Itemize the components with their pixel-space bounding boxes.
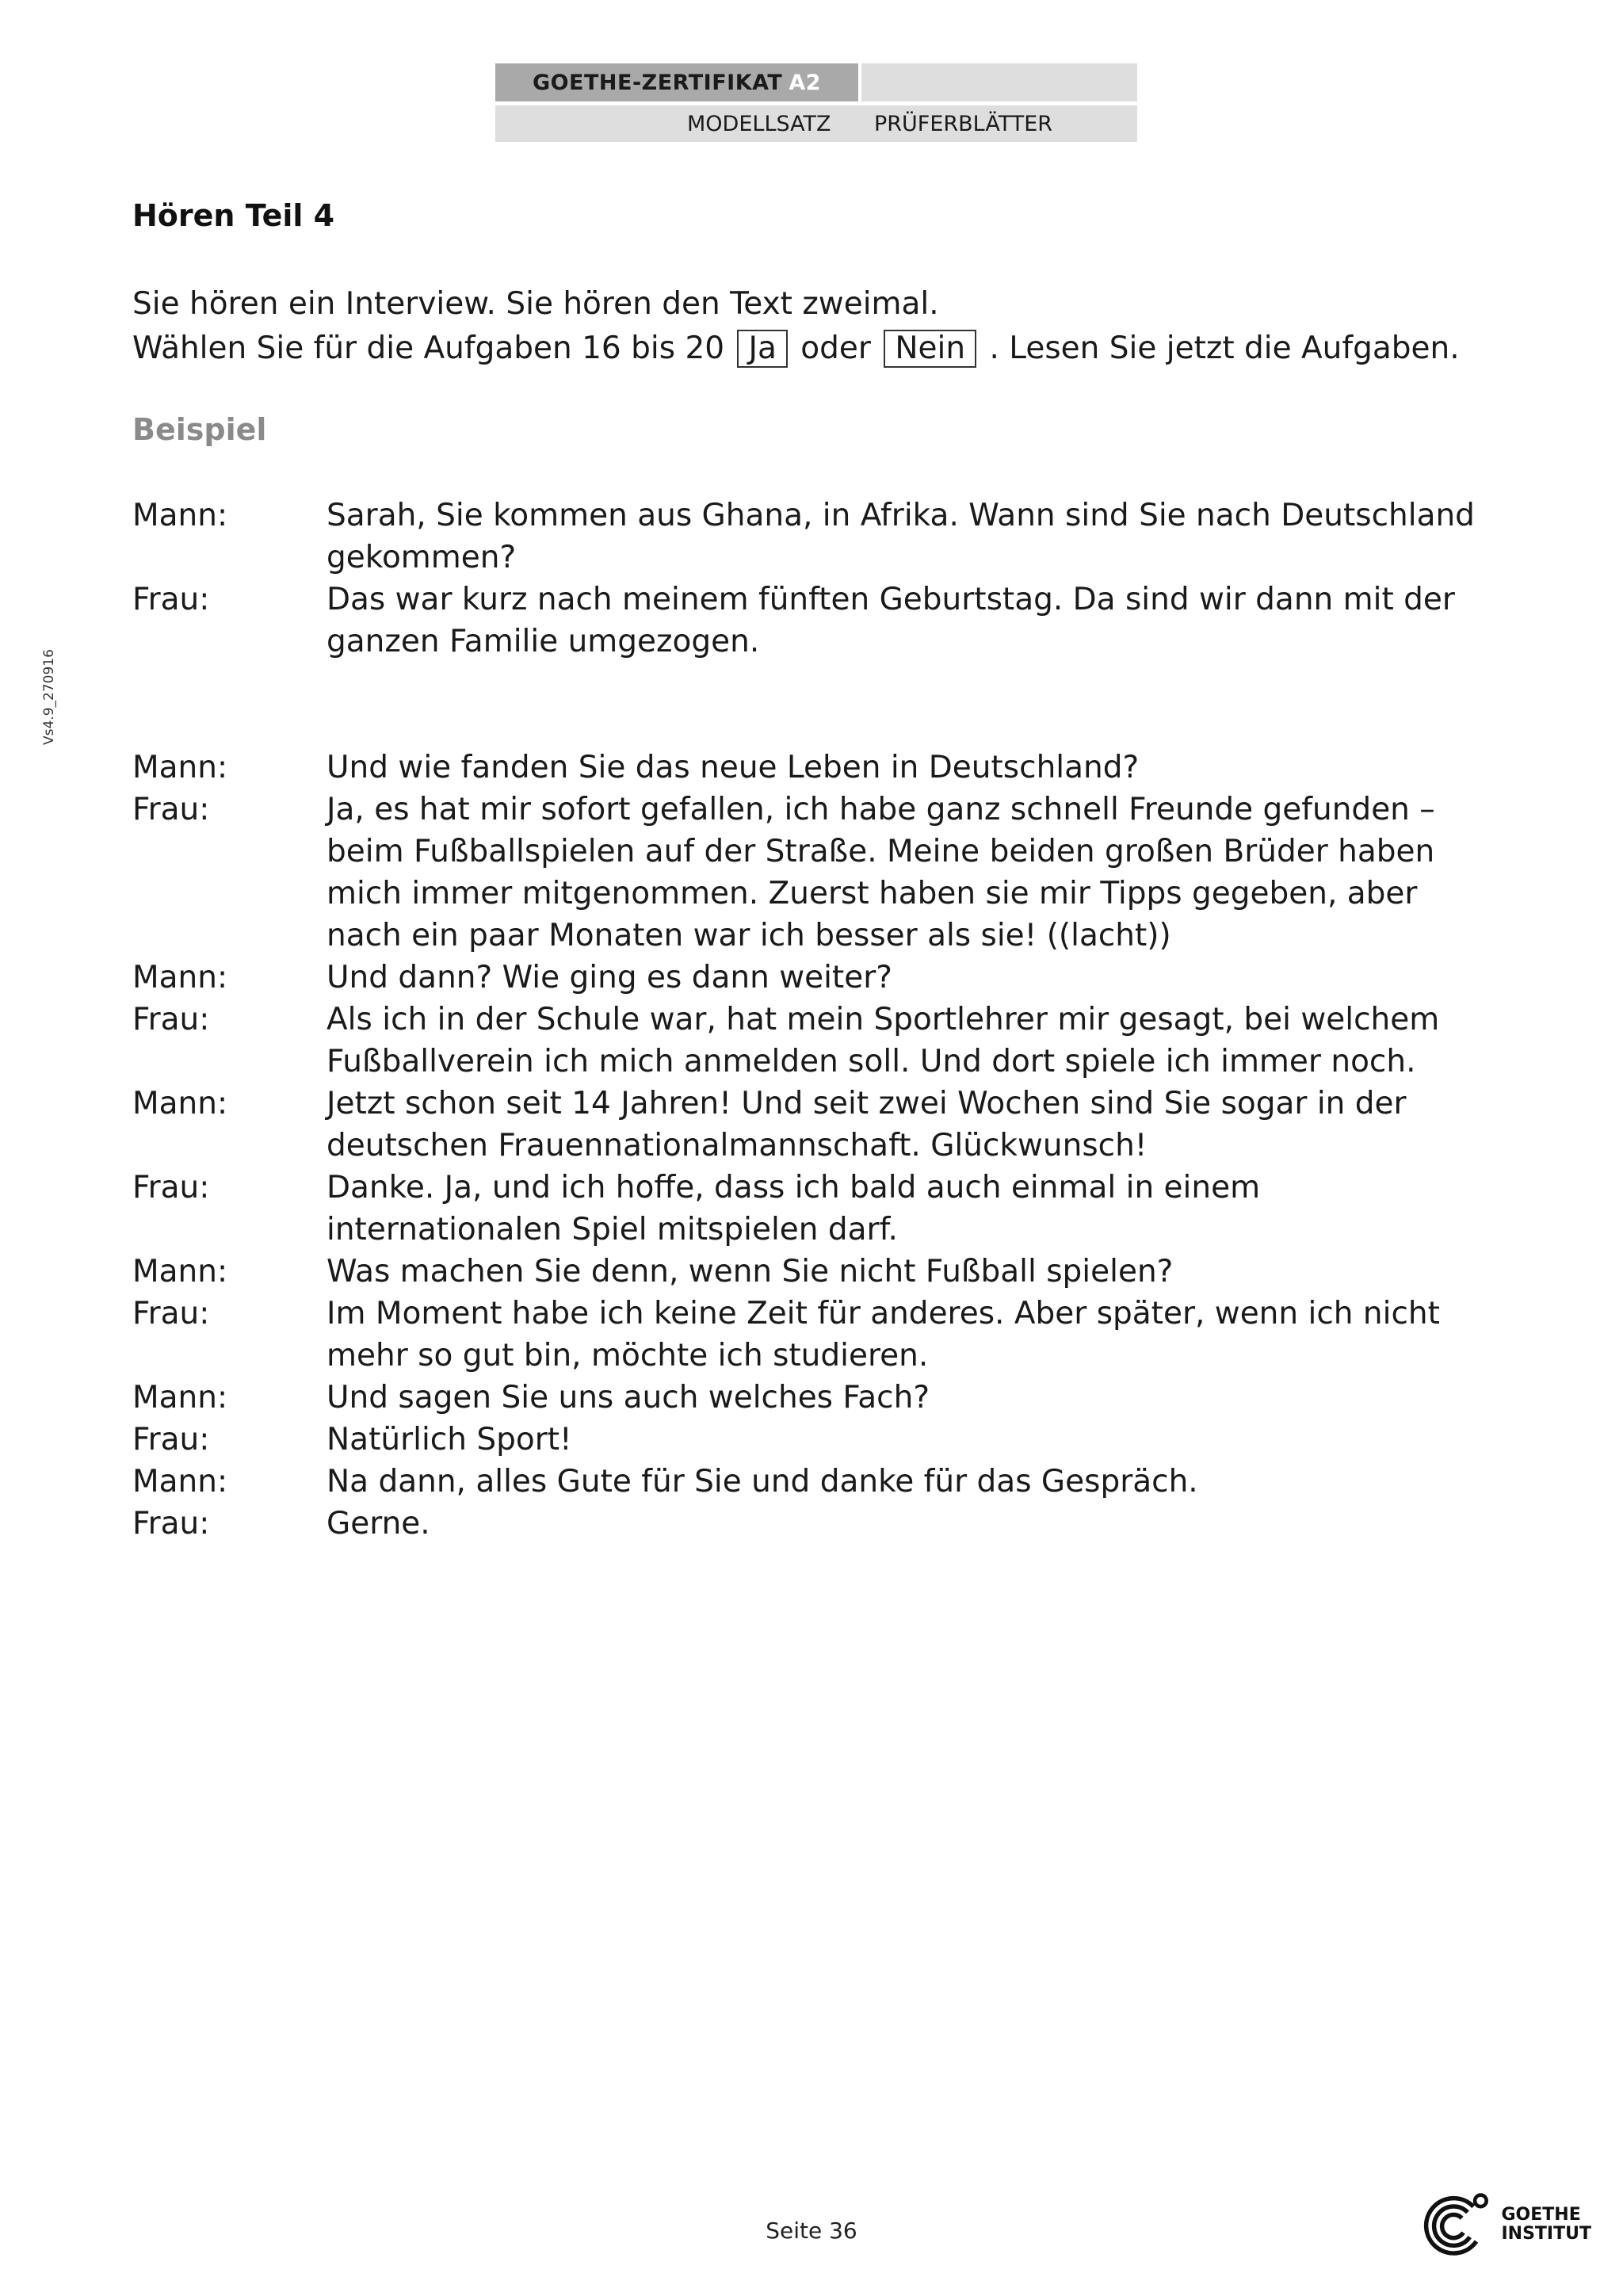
- utterance-text: Gerne.: [327, 1506, 430, 1541]
- speaker-label: Frau:: [132, 582, 210, 617]
- speaker-label: Mann:: [132, 1254, 228, 1289]
- speaker-label: Mann:: [132, 1380, 228, 1415]
- example-label: Beispiel: [132, 412, 267, 447]
- dialog-line: [132, 1083, 1495, 1167]
- instruction-line-2: [132, 327, 1460, 371]
- speaker-label: Frau:: [132, 792, 210, 827]
- utterance-text: Na dann, alles Gute für Sie und danke für das Gespräch.: [327, 1464, 1198, 1499]
- interview-dialog: [132, 747, 1495, 1545]
- logo-text-goethe: GOETHE: [1501, 2205, 1581, 2225]
- dialog-line: [132, 1167, 1495, 1251]
- logo-text-institut: INSTITUT: [1501, 2224, 1591, 2244]
- utterance-text: Was machen Sie denn, wenn Sie nicht Fußball spielen?: [327, 1254, 1174, 1289]
- speaker-label: Frau:: [132, 1002, 210, 1037]
- instruction-line-1: Sie hören ein Interview. Sie hören den Text zweimal.: [132, 286, 939, 322]
- instruction-text-middle: oder: [800, 330, 871, 366]
- utterance-text: Im Moment habe ich keine Zeit für anderes. Aber später, wenn ich nicht mehr so gut bin, möchte ich studieren.: [327, 1296, 1440, 1373]
- speaker-label: Mann:: [132, 960, 228, 995]
- utterance-text: Und dann? Wie ging es dann weiter?: [327, 960, 892, 995]
- dialog-line: [132, 1503, 1495, 1545]
- speaker-label: Frau:: [132, 1422, 210, 1457]
- exam-level: A2: [789, 70, 822, 95]
- dialog-line: [132, 957, 1495, 999]
- instruction-text-after: . Lesen Sie jetzt die Aufgaben.: [989, 330, 1460, 366]
- speaker-label: Mann:: [132, 750, 228, 785]
- header-title-row: [495, 63, 1137, 101]
- exam-title-text: GOETHE-ZERTIFIKAT: [532, 70, 783, 95]
- instructions: [132, 282, 1460, 371]
- dialog-line: [132, 1293, 1495, 1377]
- exam-title: [495, 63, 858, 101]
- utterance-text: Ja, es hat mir sofort gefallen, ich habe ganz schnell Freunde gefunden – beim Fußballspielen auf der Straße. Meine beiden großen Brüder haben mich immer mitgenommen. Zuerst haben sie mir Tipps gegeben, aber nach ein paar Monaten war ich besser als sie! ((lacht)): [327, 792, 1435, 953]
- speaker-label: Mann:: [132, 1086, 228, 1121]
- speaker-label: Frau:: [132, 1506, 210, 1541]
- speaker-label: Frau:: [132, 1170, 210, 1205]
- header-fill: [861, 63, 1137, 101]
- goethe-institut-logo: [1417, 2181, 1591, 2268]
- dialog-line: [132, 1419, 1495, 1461]
- utterance-text: Das war kurz nach meinem fünften Geburtstag. Da sind wir dann mit der ganzen Familie umgezogen.: [327, 582, 1455, 659]
- header-subtitle-prueferblaetter: PRÜFERBLÄTTER: [874, 111, 1053, 136]
- dialog-line: [132, 1461, 1495, 1503]
- dialog-line: [132, 789, 1495, 957]
- speaker-label: Mann:: [132, 1464, 228, 1499]
- goethe-spiral-icon: [1417, 2181, 1496, 2268]
- utterance-text: Und sagen Sie uns auch welches Fach?: [327, 1380, 930, 1415]
- speaker-label: Frau:: [132, 1296, 210, 1331]
- utterance-text: Jetzt schon seit 14 Jahren! Und seit zwei Wochen sind Sie sogar in der deutschen Frauennationalmannschaft. Glückwunsch!: [327, 1086, 1407, 1163]
- dialog-line: [132, 1377, 1495, 1419]
- answer-option-ja: Ja: [737, 330, 787, 368]
- utterance-text: Danke. Ja, und ich hoffe, dass ich bald auch einmal in einem internationalen Spiel mitspielen darf.: [327, 1170, 1261, 1247]
- header-subtitle-row: [495, 105, 1137, 142]
- example-dialog: [132, 495, 1495, 663]
- utterance-text: Und wie fanden Sie das neue Leben in Deutschland?: [327, 750, 1140, 785]
- speaker-label: Mann:: [132, 498, 228, 533]
- dialog-line: [132, 747, 1495, 789]
- answer-option-nein: Nein: [884, 330, 976, 368]
- logo-wordmark: [1501, 2206, 1591, 2244]
- dialog-line: [132, 1251, 1495, 1293]
- section-title: Hören Teil 4: [132, 198, 335, 233]
- instruction-text-before: Wählen Sie für die Aufgaben 16 bis 20: [132, 330, 725, 366]
- dialog-line: [132, 495, 1495, 579]
- page-number: Seite 36: [766, 2218, 857, 2244]
- utterance-text: Als ich in der Schule war, hat mein Sportlehrer mir gesagt, bei welchem Fußballverein ich mich anmelden soll. Und dort spiele ich immer noch.: [327, 1002, 1440, 1079]
- dialog-line: [132, 999, 1495, 1083]
- dialog-line: [132, 579, 1495, 663]
- exam-header: [495, 63, 1137, 142]
- version-stamp: Vs4.9_270916: [41, 649, 57, 745]
- utterance-text: Natürlich Sport!: [327, 1422, 572, 1457]
- header-subtitle-modellsatz: MODELLSATZ: [687, 111, 831, 136]
- utterance-text: Sarah, Sie kommen aus Ghana, in Afrika. Wann sind Sie nach Deutschland gekommen?: [327, 498, 1475, 575]
